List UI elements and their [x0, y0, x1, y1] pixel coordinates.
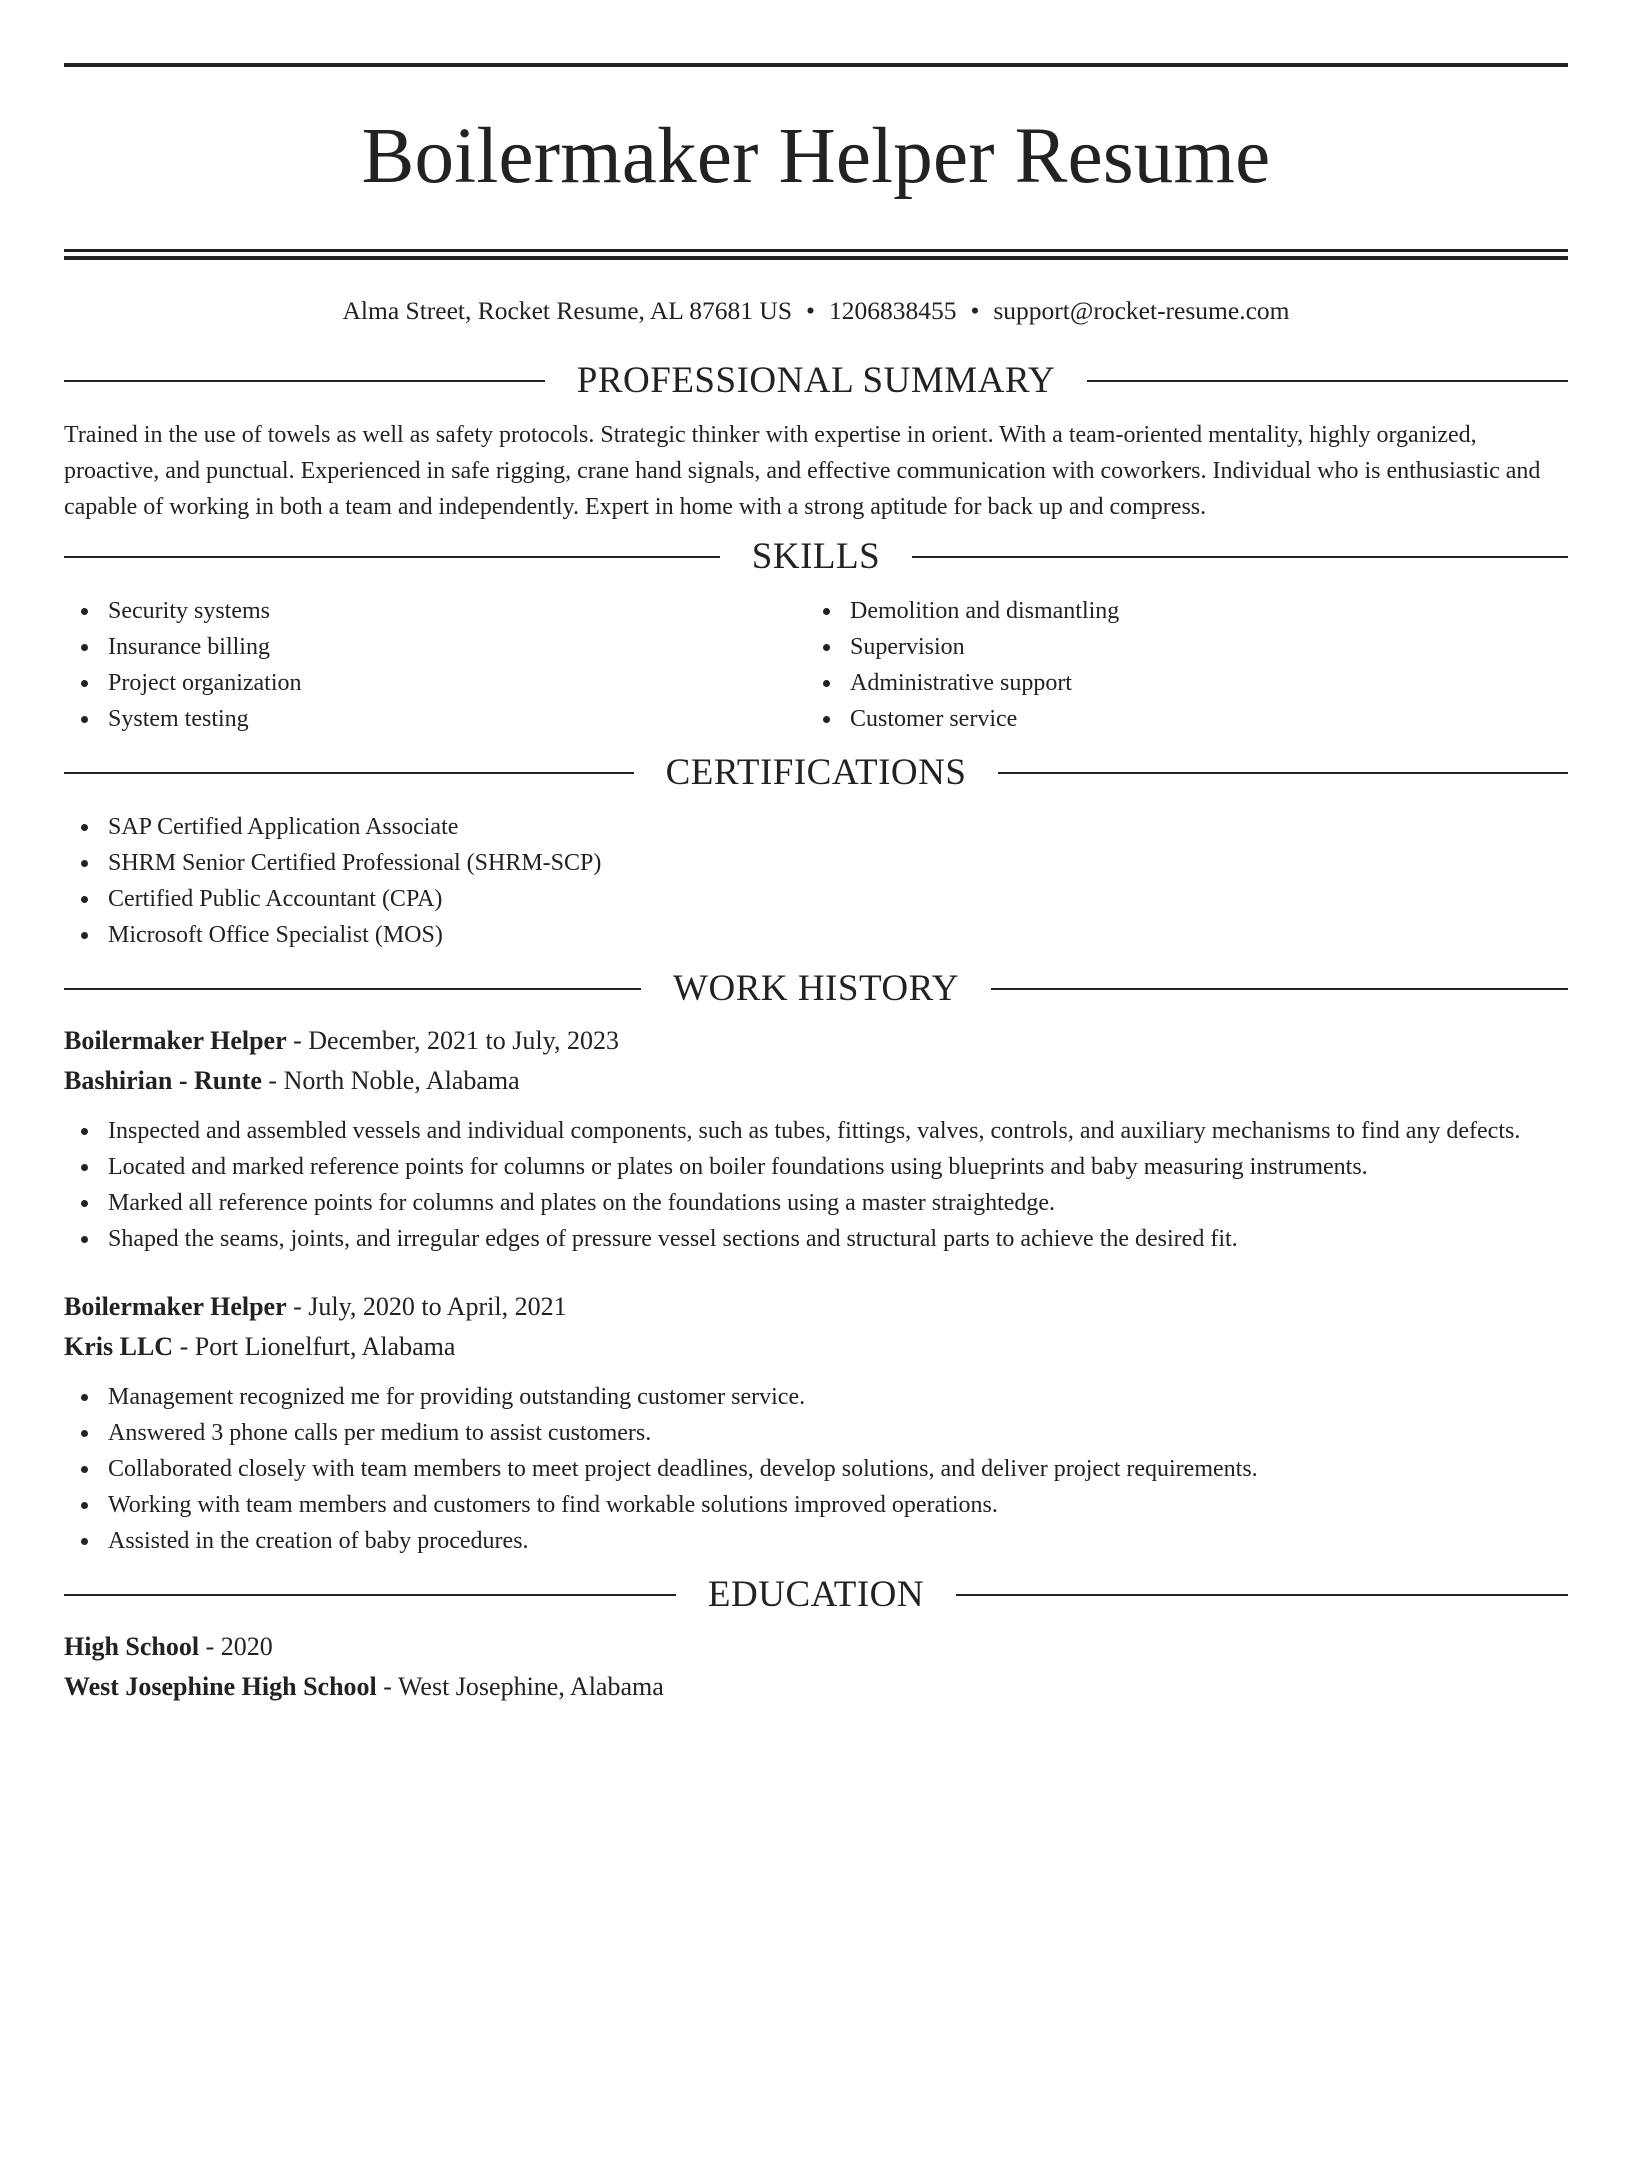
- education-school: West Josephine High School: [64, 1672, 377, 1701]
- certifications-section-heading: [64, 753, 1568, 793]
- summary-section-heading: [64, 361, 1568, 401]
- job-title-line: [64, 1287, 1568, 1327]
- certifications-list: [64, 809, 1568, 953]
- job-duty-item: Collaborated closely with team members to meet project deadlines, develop solutions, and deliver project requirements.: [108, 1451, 1568, 1487]
- education-section-heading: [64, 1575, 1568, 1615]
- skill-item: Supervision: [850, 629, 1548, 665]
- job-duty-item: Located and marked reference points for columns or plates on boiler foundations using blueprints and baby measuring instruments.: [108, 1149, 1568, 1185]
- education-degree: High School: [64, 1632, 200, 1661]
- education-entry: [64, 1627, 1568, 1707]
- contact-phone: 1206838455: [828, 296, 957, 325]
- job-duty-item: Management recognized me for providing outstanding customer service.: [108, 1379, 1568, 1415]
- job-entry: [64, 1021, 1568, 1257]
- job-duty-item: Inspected and assembled vessels and individual components, such as tubes, fittings, valves, controls, and auxiliary mechanisms to find any defects.: [108, 1113, 1568, 1149]
- job-title: Boilermaker Helper: [64, 1026, 287, 1055]
- education-degree-line: [64, 1627, 1568, 1667]
- education-year: - 2020: [199, 1632, 273, 1661]
- skills-section-heading: [64, 537, 1568, 577]
- skill-item: Project organization: [108, 665, 806, 701]
- job-entry: [64, 1287, 1568, 1559]
- job-duties-list: [64, 1379, 1568, 1559]
- contact-email: support@rocket-resume.com: [993, 296, 1290, 325]
- title-double-rule: [64, 249, 1568, 260]
- contact-separator: •: [806, 296, 815, 325]
- job-duty-item: Marked all reference points for columns and plates on the foundations using a master straightedge.: [108, 1185, 1568, 1221]
- skills-column-left: [64, 593, 806, 737]
- heading-rule: [64, 556, 720, 558]
- job-location: - North Noble, Alabama: [261, 1066, 520, 1095]
- education-heading: EDUCATION: [707, 1574, 925, 1615]
- contact-separator: •: [970, 296, 980, 325]
- skill-item: Security systems: [108, 593, 806, 629]
- job-company: Bashirian - Runte: [64, 1066, 262, 1095]
- contact-address: Alma Street, Rocket Resume, AL 87681 US: [342, 296, 792, 325]
- skills-grid: [64, 593, 1568, 737]
- certification-item: SAP Certified Application Associate: [108, 809, 1568, 845]
- job-duty-item: Assisted in the creation of baby procedures.: [108, 1523, 1568, 1559]
- work-history-section-heading: [64, 969, 1568, 1009]
- heading-rule: [64, 772, 634, 774]
- work-history-heading: WORK HISTORY: [673, 968, 959, 1009]
- summary-text: Trained in the use of towels as well as safety protocols. Strategic thinker with expertise in orient. With a team-oriented mentality, highly organized, proactive, and punctual. Experienced in safe rigging, crane hand signals, and effective communication with coworkers. Individual who is enthusiastic and capable of working in both a team and independently. Expert in home with a strong aptitude for back up and compress.: [64, 422, 1541, 520]
- heading-rule: [956, 1594, 1568, 1596]
- resume-page: [0, 63, 1632, 2175]
- job-duty-item: Working with team members and customers to find workable solutions improved operations.: [108, 1487, 1568, 1523]
- skill-item: Customer service: [850, 701, 1548, 737]
- contact-line: [64, 294, 1568, 328]
- heading-rule: [64, 380, 545, 382]
- job-title: Boilermaker Helper: [64, 1292, 287, 1321]
- skills-list-right: [806, 593, 1548, 737]
- heading-rule: [1087, 380, 1568, 382]
- resume-title: Boilermaker Helper Resume: [361, 113, 1271, 200]
- skills-column-right: [806, 593, 1548, 737]
- job-dates: - July, 2020 to April, 2021: [286, 1292, 567, 1321]
- job-duties-list: [64, 1113, 1568, 1257]
- job-company: Kris LLC: [64, 1332, 174, 1361]
- certifications-heading: CERTIFICATIONS: [665, 752, 967, 793]
- heading-rule: [64, 1594, 676, 1596]
- heading-rule: [912, 556, 1568, 558]
- top-rule: [64, 63, 1568, 67]
- job-company-line: [64, 1327, 1568, 1367]
- skill-item: System testing: [108, 701, 806, 737]
- certification-item: Microsoft Office Specialist (MOS): [108, 917, 1568, 953]
- job-location: - Port Lionelfurt, Alabama: [173, 1332, 456, 1361]
- job-dates: - December, 2021 to July, 2023: [286, 1026, 619, 1055]
- heading-rule: [998, 772, 1568, 774]
- education-school-line: [64, 1667, 1568, 1707]
- certification-item: Certified Public Accountant (CPA): [108, 881, 1568, 917]
- job-company-line: [64, 1061, 1568, 1101]
- skill-item: Administrative support: [850, 665, 1548, 701]
- job-duty-item: Answered 3 phone calls per medium to assist customers.: [108, 1415, 1568, 1451]
- heading-rule: [64, 988, 641, 990]
- skill-item: Insurance billing: [108, 629, 806, 665]
- skill-item: Demolition and dismantling: [850, 593, 1548, 629]
- job-title-line: [64, 1021, 1568, 1061]
- skills-list-left: [64, 593, 806, 737]
- skills-heading: SKILLS: [751, 536, 881, 577]
- certification-item: SHRM Senior Certified Professional (SHRM-SCP): [108, 845, 1568, 881]
- job-duty-item: Shaped the seams, joints, and irregular edges of pressure vessel sections and structural parts to achieve the desired fit.: [108, 1221, 1568, 1257]
- education-location: - West Josephine, Alabama: [376, 1672, 664, 1701]
- summary-heading: PROFESSIONAL SUMMARY: [576, 360, 1056, 401]
- heading-rule: [991, 988, 1568, 990]
